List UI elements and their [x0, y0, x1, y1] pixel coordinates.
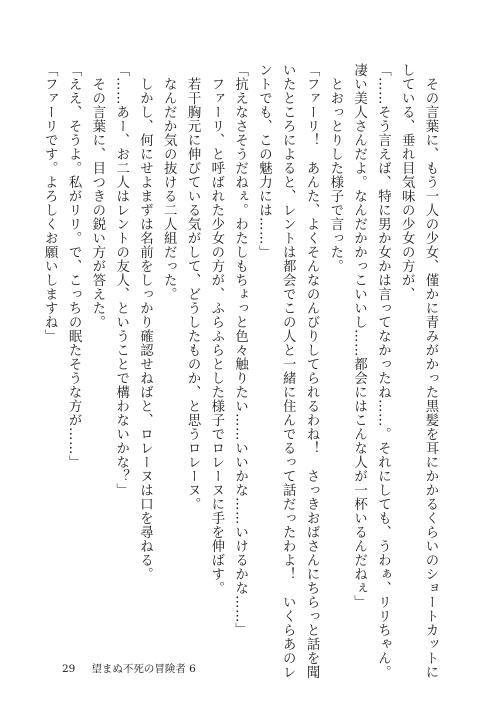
text-line-2: している、垂れ目気味の少女の方が、: [399, 63, 415, 301]
text-line-17: 「ファーリです。よろしくお願いしますね」: [42, 63, 58, 343]
text-line-4: 凄い美人さんだよ。なんだかかっこいいし……都会にはこんな人が一杯いるんだねぇ」: [351, 63, 367, 609]
text-line-9: 「抗えなさそうだねぇ。わたしもちょっと色々触りたい……いいかな……いけるかな……」: [232, 63, 248, 637]
text-line-11: 若干胸元に伸びている気がして、どうしたものか、と思うロレーヌ。: [185, 63, 201, 511]
text-line-15: その言葉に、目つきの鋭い方が答えた。: [89, 63, 105, 329]
page-number: 29: [62, 663, 76, 675]
text-line-8: ントでも、この魅力には……」: [256, 63, 272, 259]
text-line-16: 「ええ、そうよ。私がリリ。で、こっちの眠たそうな方が……」: [66, 63, 82, 469]
page-footer: [62, 661, 196, 676]
text-line-1: その言葉に、もう一人の少女、僅かに青みがかった黒髪を耳にかかるくらいのショートカットに: [423, 63, 438, 679]
text-line-3: 「……そう言えば、特に男か女かは言ってなかったね……。それにしても、うわぁ、リリちゃん。: [375, 63, 391, 679]
text-line-10: ファーリ、と呼ばれた少女の方が、ふらふらとした様子でロレーヌに手を伸ばす。: [208, 63, 224, 595]
text-line-5: とおっとりした様子で言った。: [327, 63, 343, 273]
text-line-14: 「……あー、お二人はレントの友人、ということで構わないかな？」: [113, 63, 129, 497]
text-line-12: なんだか気の抜ける二人組だった。: [161, 63, 177, 301]
text-line-6: 「ファーリ！ あんた、よくそんなのんびりしてられるわね！ さっきおばさんにちらっと話を聞: [304, 63, 320, 679]
book-title: 望まぬ不死の冒険者 6: [91, 663, 196, 675]
text-line-13: しかし、何にせよまずは名前をしっかり確認せねばと、ロレーヌは口を尋ねる。: [137, 63, 153, 581]
text-line-7: いたところによると、レントは都会でこの人と一緒に住んでるって話だったわよ！ いくらあのレ: [280, 63, 296, 679]
